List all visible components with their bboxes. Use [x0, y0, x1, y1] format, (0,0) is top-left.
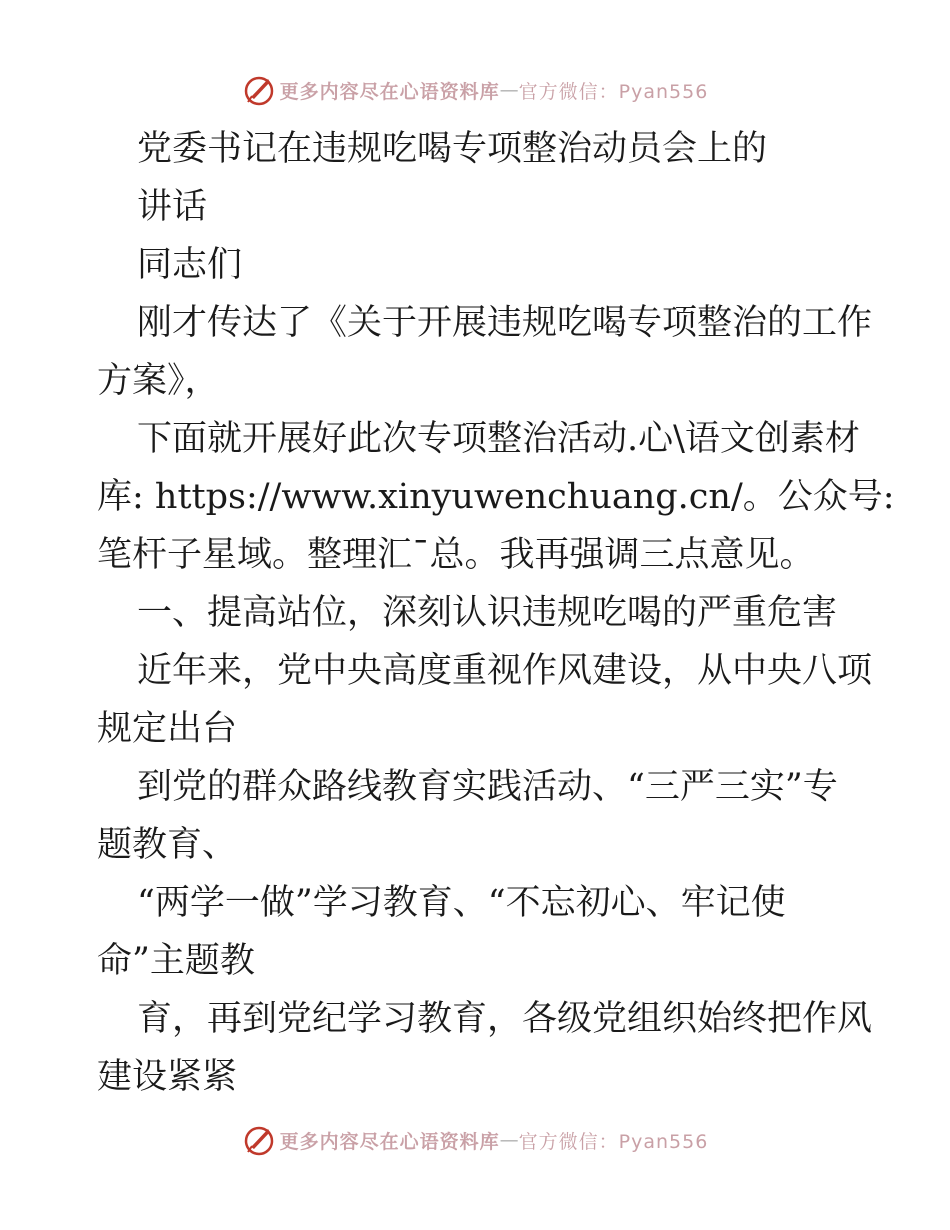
- title-line-1: 党委书记在违规吃喝专项整治动员会上的: [137, 129, 768, 169]
- section-heading: 一、提高站位，深刻认识违规吃喝的严重危害: [137, 593, 838, 633]
- header-separator: —: [499, 79, 519, 101]
- paragraph-line: 到党的群众路线教育实践活动、“三严三实”专: [137, 767, 838, 807]
- header-banner: [0, 70, 950, 110]
- document-body: [97, 120, 895, 1106]
- paragraph-line: 刚才传达了《关于开展违规吃喝专项整治的工作: [137, 303, 873, 343]
- footer-wechat-text: 官方微信：Pyan556: [518, 1130, 709, 1153]
- title-line-2: 讲话: [137, 187, 208, 227]
- paragraph-line: 题教育、: [97, 825, 238, 865]
- paragraph-line: 育，再到党纪学习教育，各级党组织始终把作风: [137, 999, 873, 1039]
- paragraph-line: 建设紧紧: [97, 1057, 238, 1097]
- paragraph-line: 笔杆子星域。整理汇¯总。我再强调三点意见。: [97, 535, 815, 575]
- footer-separator: —: [499, 1129, 519, 1151]
- paragraph-line: 近年来，党中央高度重视作风建设，从中央八项: [137, 651, 873, 691]
- quill-pen-logo-icon: [242, 1123, 276, 1157]
- header-wechat-text: 官方微信：Pyan556: [518, 80, 709, 103]
- paragraph-line: 下面就开展好此次专项整治活动.心\语文创素材: [137, 419, 860, 459]
- header-brand-text: 更多内容尽在心语资料库: [279, 80, 500, 103]
- paragraph-line: 方案》，: [97, 361, 220, 401]
- paragraph-line: “两学一做”学习教育、“不忘初心、牢记使: [137, 883, 786, 923]
- paragraph-line: 库: https://www.xinyuwenchuang.cn/。公众号:: [97, 477, 895, 517]
- quill-pen-logo-icon: [242, 73, 276, 107]
- salutation: 同志们: [137, 245, 243, 285]
- paragraph-line: 命”主题教: [97, 941, 255, 981]
- footer-brand-text: 更多内容尽在心语资料库: [279, 1130, 500, 1153]
- paragraph-line: 规定出台: [97, 709, 238, 749]
- footer-banner: [0, 1120, 950, 1160]
